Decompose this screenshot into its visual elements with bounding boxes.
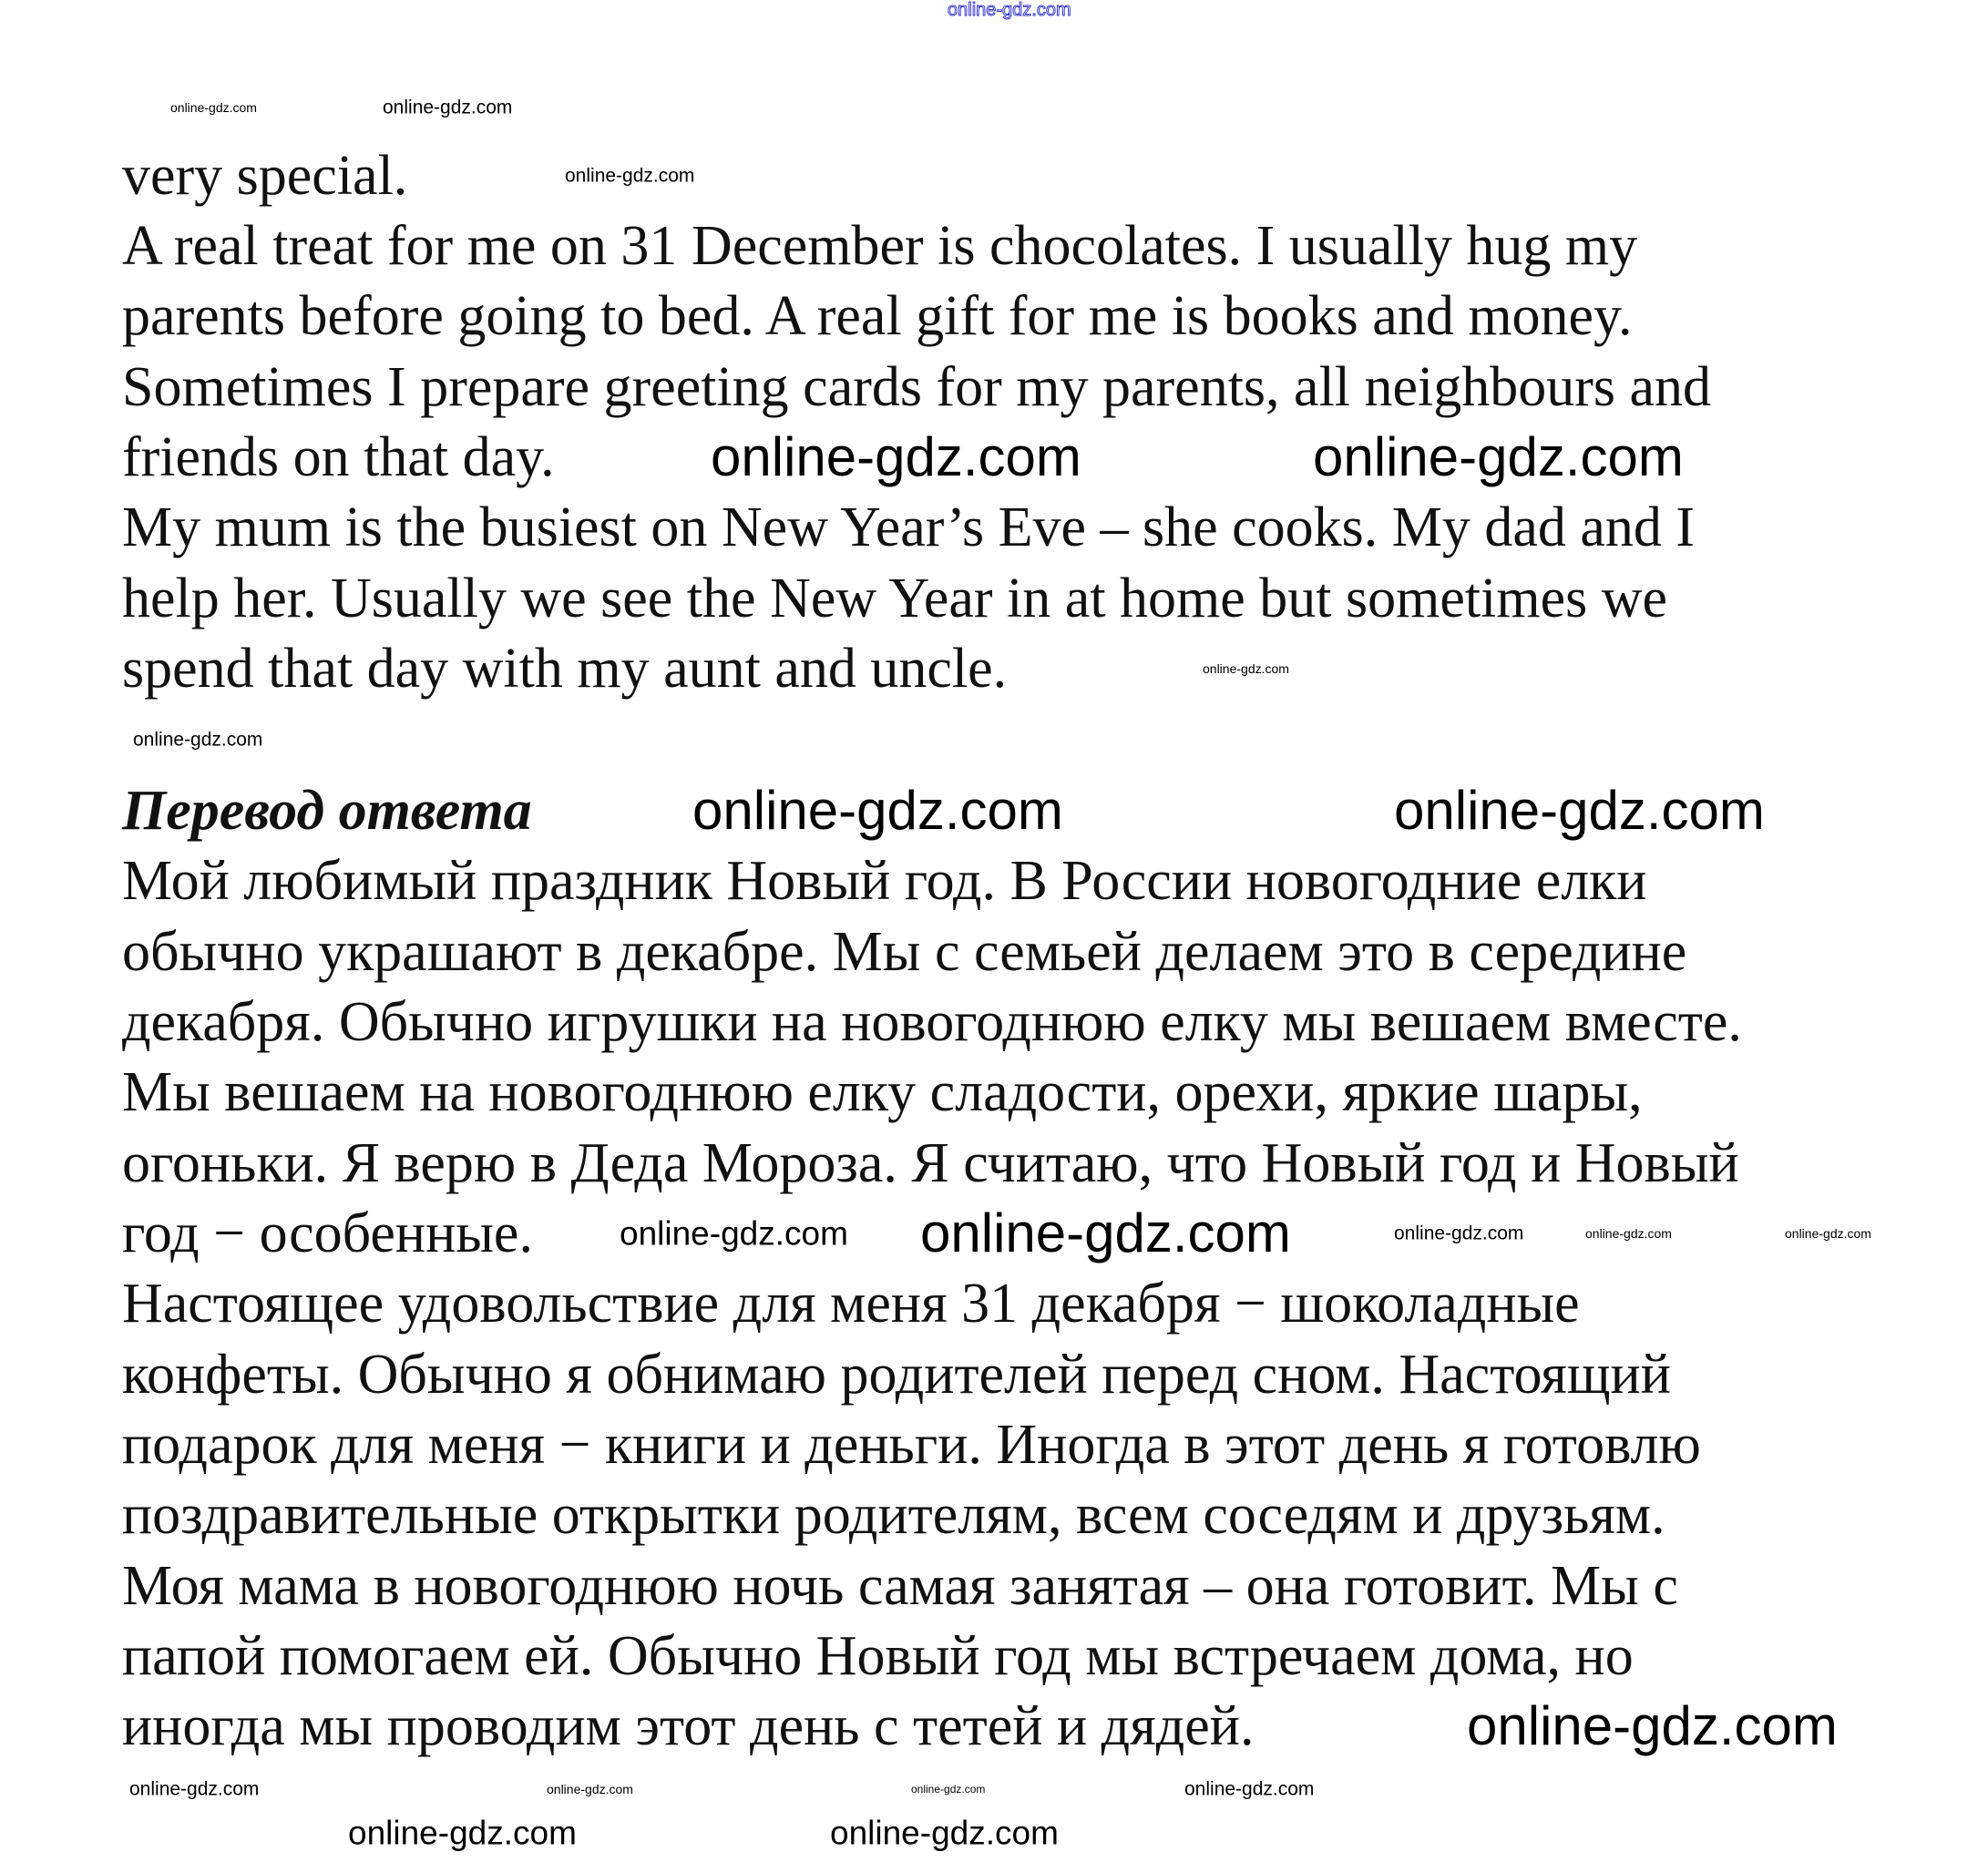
watermark: online-gdz.com [711, 426, 1081, 487]
watermark: online-gdz.com [692, 780, 1063, 841]
russian-line: Мой любимый праздник Новый год. В России новогодние елки [122, 850, 1647, 912]
russian-line: Моя мама в новогоднюю ночь самая занятая – она готовит. Мы с [122, 1555, 1678, 1617]
russian-line: поздравительные открытки родителям, всем соседям и друзьям. [122, 1484, 1665, 1546]
watermark: online-gdz.com [565, 165, 695, 187]
watermark: online-gdz.com [383, 97, 513, 118]
watermark: online-gdz.com [830, 1814, 1059, 1852]
watermark: online-gdz.com [1394, 1223, 1524, 1244]
watermark: online-gdz.com [1585, 1226, 1672, 1241]
english-line: parents before going to bed. A real gift for me is books and money. [122, 285, 1633, 347]
russian-line: Мы вешаем на новогоднюю елку сладости, орехи, яркие шары, [122, 1061, 1643, 1123]
watermark: online-gdz.com [911, 1783, 986, 1796]
russian-line: год − особенные. [122, 1202, 533, 1264]
watermark: online-gdz.com [620, 1214, 848, 1253]
english-line: help her. Usually we see the New Year in at home but sometimes we [122, 568, 1668, 629]
watermark: online-gdz.com [948, 0, 1071, 20]
translation-heading: Перевод ответа [122, 780, 532, 842]
russian-line: обычно украшают в декабре. Мы с семьей делаем это в середине [122, 921, 1687, 983]
watermark: online-gdz.com [547, 1782, 633, 1796]
watermark: online-gdz.com [129, 1778, 260, 1800]
russian-line: декабря. Обычно игрушки на новогоднюю елку мы вешаем вместе. [122, 991, 1742, 1053]
watermark: online-gdz.com [920, 1202, 1291, 1264]
english-line: very special. [122, 145, 408, 207]
watermark: online-gdz.com [170, 100, 257, 115]
russian-line: Настоящее удовольствие для меня 31 декабря − шоколадные [122, 1273, 1580, 1335]
watermark: online-gdz.com [1467, 1695, 1838, 1756]
watermark: online-gdz.com [1184, 1778, 1315, 1800]
watermark: online-gdz.com [348, 1814, 577, 1852]
watermark: online-gdz.com [1313, 426, 1684, 487]
english-line: spend that day with my aunt and uncle. [122, 638, 1008, 700]
russian-line: конфеты. Обычно я обнимаю родителей перед сном. Настоящий [122, 1344, 1671, 1406]
english-line: My mum is the busiest on New Year’s Eve – she cooks. My dad and I [122, 496, 1696, 558]
russian-line: подарок для меня − книги и деньги. Иногда в этот день я готовлю [122, 1414, 1701, 1476]
russian-line: огоньки. Я верю в Деда Мороза. Я считаю, что Новый год и Новый [122, 1132, 1739, 1194]
russian-line: папой помогаем ей. Обычно Новый год мы встречаем дома, но [122, 1625, 1634, 1687]
watermark: online-gdz.com [1394, 780, 1765, 841]
russian-line: иногда мы проводим этот день с тетей и дядей. [122, 1695, 1255, 1757]
watermark: online-gdz.com [133, 729, 263, 751]
english-line: friends on that day. [122, 426, 555, 488]
english-line: A real treat for me on 31 December is chocolates. I usually hug my [122, 215, 1638, 277]
watermark: online-gdz.com [1203, 661, 1289, 676]
watermark: online-gdz.com [1785, 1226, 1871, 1241]
english-line: Sometimes I prepare greeting cards for my parents, all neighbours and [122, 356, 1712, 418]
